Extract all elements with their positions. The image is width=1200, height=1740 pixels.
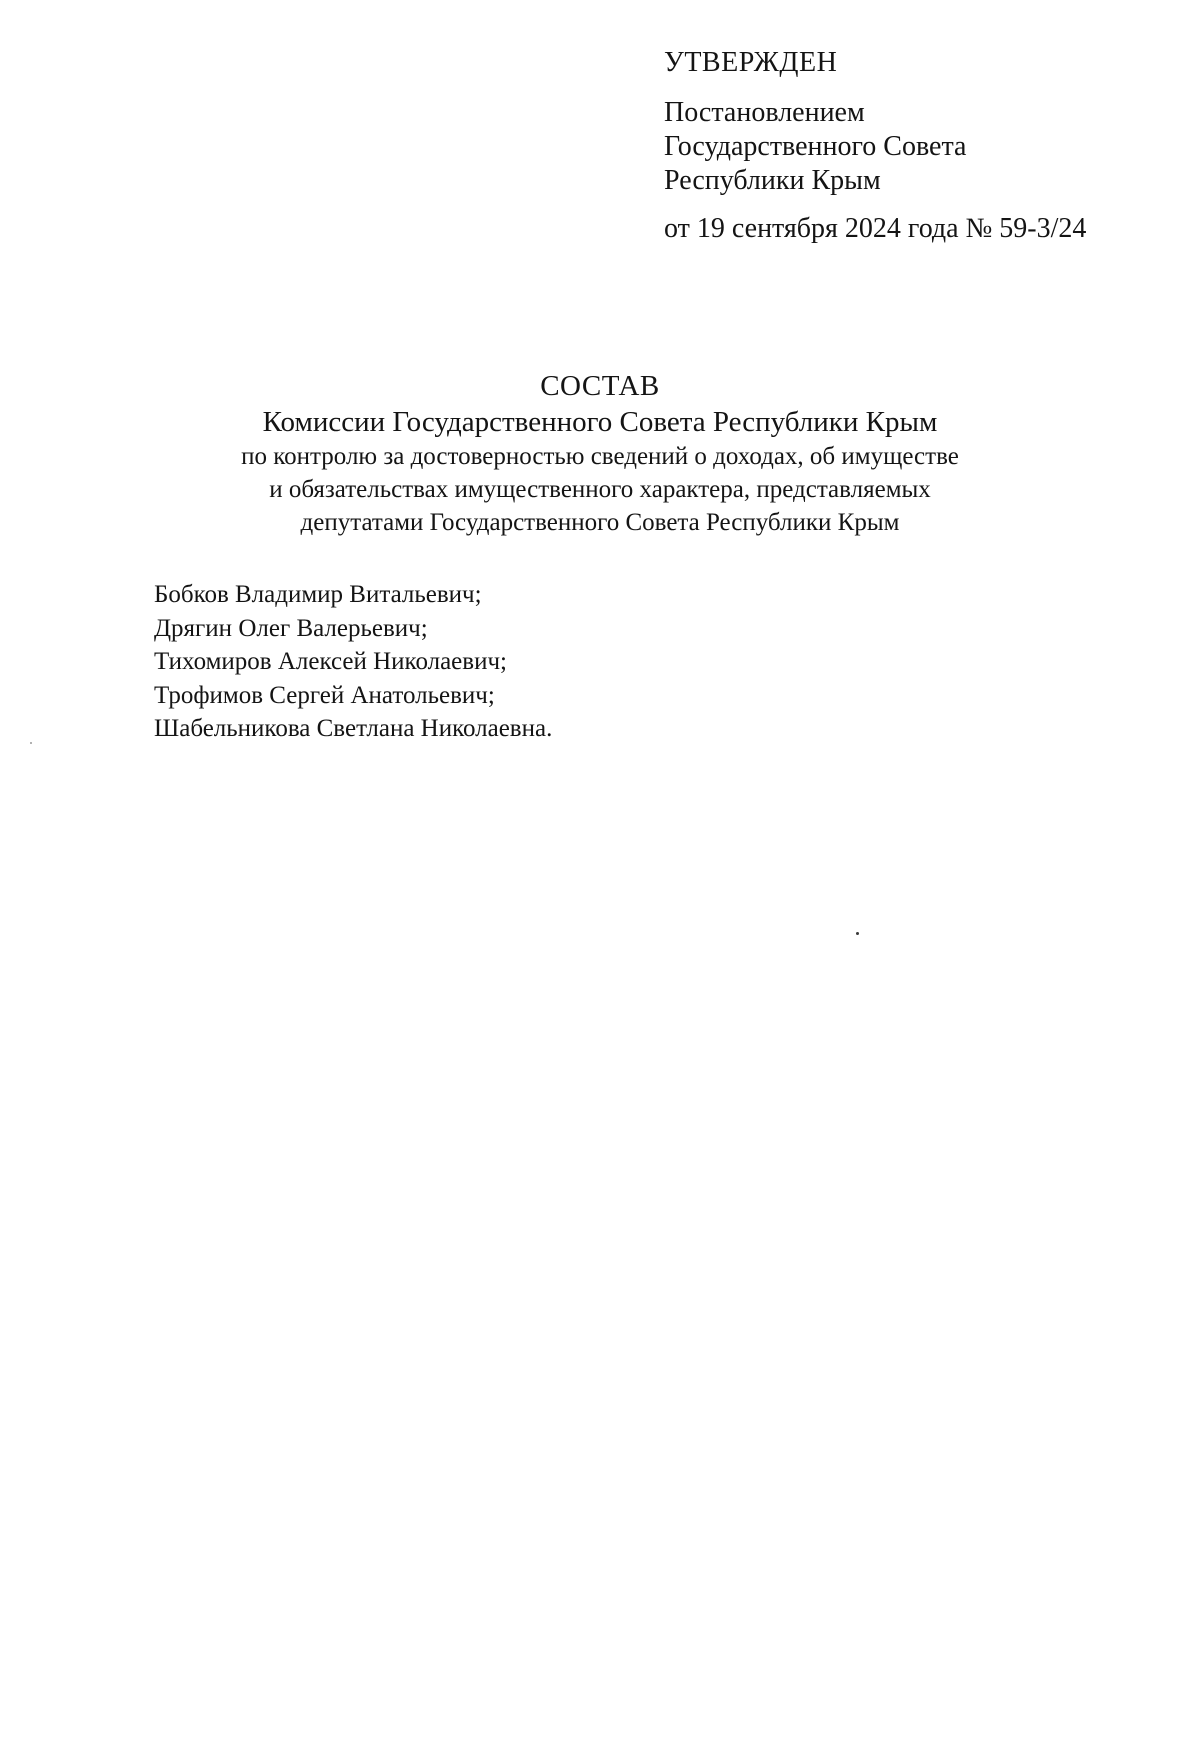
approval-date-line: от 19 сентября 2024 года № 59-3/24 (664, 213, 1087, 244)
member-list (154, 578, 954, 746)
document-title: СОСТАВ (540, 370, 660, 402)
approval-title: УТВЕРЖДЕН (664, 47, 838, 78)
member-item: Дрягин Олег Валерьевич; (154, 614, 428, 642)
approval-issuer-line: Государственного Совета (664, 131, 967, 162)
approval-issuer-line: Постановлением (664, 97, 865, 128)
member-item: Шабельникова Светлана Николаевна. (154, 715, 553, 742)
approval-block (664, 46, 1164, 246)
document-description-line: и обязательствах имущественного характера, представляемых (269, 476, 931, 503)
document-heading (150, 368, 1050, 539)
scan-speck (30, 742, 32, 744)
member-item: Тихомиров Алексей Николаевич; (154, 648, 507, 675)
member-item: Трофимов Сергей Анатольевич; (154, 681, 495, 709)
member-item: Бобков Владимир Витальевич; (154, 581, 482, 608)
document-description-line: депутатами Государственного Совета Республики Крым (300, 509, 900, 536)
document-description-line: по контролю за достоверностью сведений о доходах, об имуществе (241, 443, 959, 470)
document-subtitle: Комиссии Государственного Совета Республики Крым (262, 406, 938, 438)
scan-speck (856, 932, 859, 935)
approval-issuer-line: Республики Крым (664, 165, 881, 196)
